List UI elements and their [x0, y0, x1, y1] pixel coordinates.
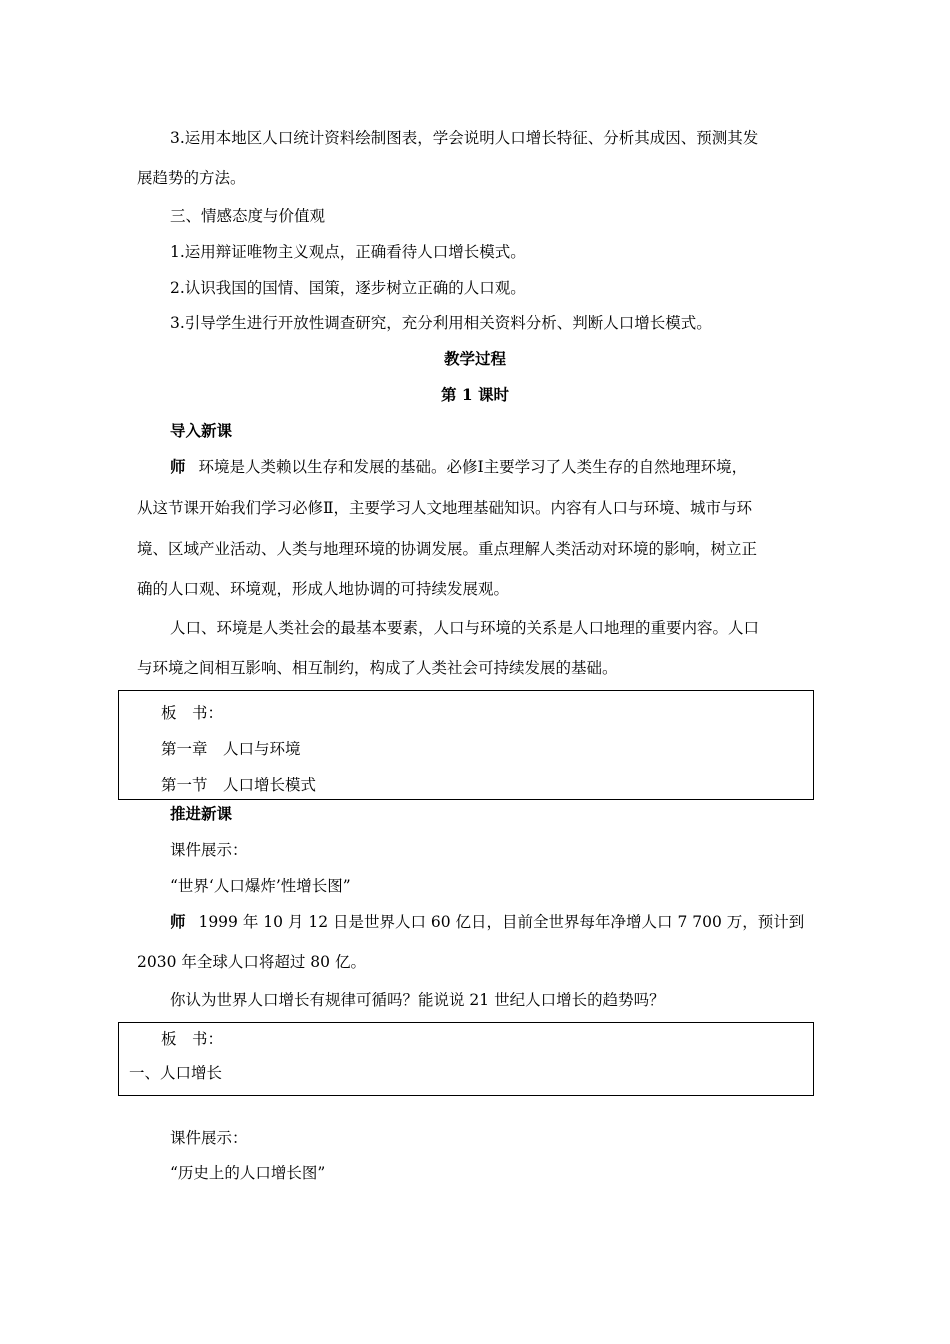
board-chapter: 第一章 人口与环境	[161, 740, 301, 758]
advance-paragraph-1-line-2: 2030 年全球人口将超过 80 亿。	[137, 953, 366, 971]
objective-3-line-2: 展趋势的方法。	[137, 169, 246, 187]
intro-paragraph-2-line-1: 人口、环境是人类社会的最基本要素，人口与环境的关系是人口地理的重要内容。人口	[170, 619, 760, 637]
advance-heading: 推进新课	[170, 804, 233, 823]
courseware-item-2: “历史上的人口增长图”	[170, 1164, 326, 1182]
courseware-label-2: 课件展示：	[170, 1129, 248, 1147]
section-3-item-2: 2.认识我国的国情、国策，逐步树立正确的人口观。	[170, 279, 526, 297]
process-title: 教学过程	[443, 349, 506, 368]
teacher-label: 师	[170, 912, 186, 931]
section-3-heading: 三、情感态度与价值观	[170, 207, 326, 225]
courseware-label-1: 课件展示：	[170, 841, 248, 859]
intro-paragraph-2-line-2: 与环境之间相互影响、相互制约，构成了人类社会可持续发展的基础。	[137, 659, 618, 677]
intro-paragraph-1-line-3: 境、区域产业活动、人类与地理环境的协调发展。重点理解人类活动对环境的影响，树立正	[137, 540, 758, 558]
intro-heading: 导入新课	[170, 421, 233, 440]
board-item: 一、人口增长	[129, 1064, 223, 1082]
advance-question: 你认为世界人口增长有规律可循吗？能说说 21 世纪人口增长的趋势吗？	[170, 991, 665, 1009]
teacher-label: 师	[170, 457, 186, 476]
intro-paragraph-1-line-2: 从这节课开始我们学习必修Ⅱ，主要学习人文地理基础知识。内容有人口与环境、城市与环	[137, 499, 753, 517]
board-box-2	[118, 1022, 814, 1096]
board-label: 板 书：	[161, 1030, 224, 1048]
intro-paragraph-1-line-4: 确的人口观、环境观，形成人地协调的可持续发展观。	[137, 580, 510, 598]
intro-paragraph-1-line-1: 师 环境是人类赖以生存和发展的基础。必修Ⅰ主要学习了人类生存的自然地理环境，	[170, 457, 748, 476]
advance-paragraph-1-line-1: 师 1999 年 10 月 12 日是世界人口 60 亿日，目前全世界每年净增人口 7 700 万，预计到	[170, 912, 805, 931]
section-3-item-3: 3.引导学生进行开放性调查研究，充分利用相关资料分析、判断人口增长模式。	[170, 314, 712, 332]
courseware-item-1: “世界‘人口爆炸’性增长图”	[170, 877, 351, 895]
objective-3-line-1: 3.运用本地区人口统计资料绘制图表，学会说明人口增长特征、分析其成因、预测其发	[170, 129, 759, 147]
board-section: 第一节 人口增长模式	[161, 776, 317, 794]
board-label: 板 书：	[161, 704, 224, 722]
lesson-title: 第 1 课时	[440, 385, 510, 404]
board-box-1	[118, 690, 814, 800]
section-3-item-1: 1.运用辩证唯物主义观点，正确看待人口增长模式。	[170, 243, 526, 261]
